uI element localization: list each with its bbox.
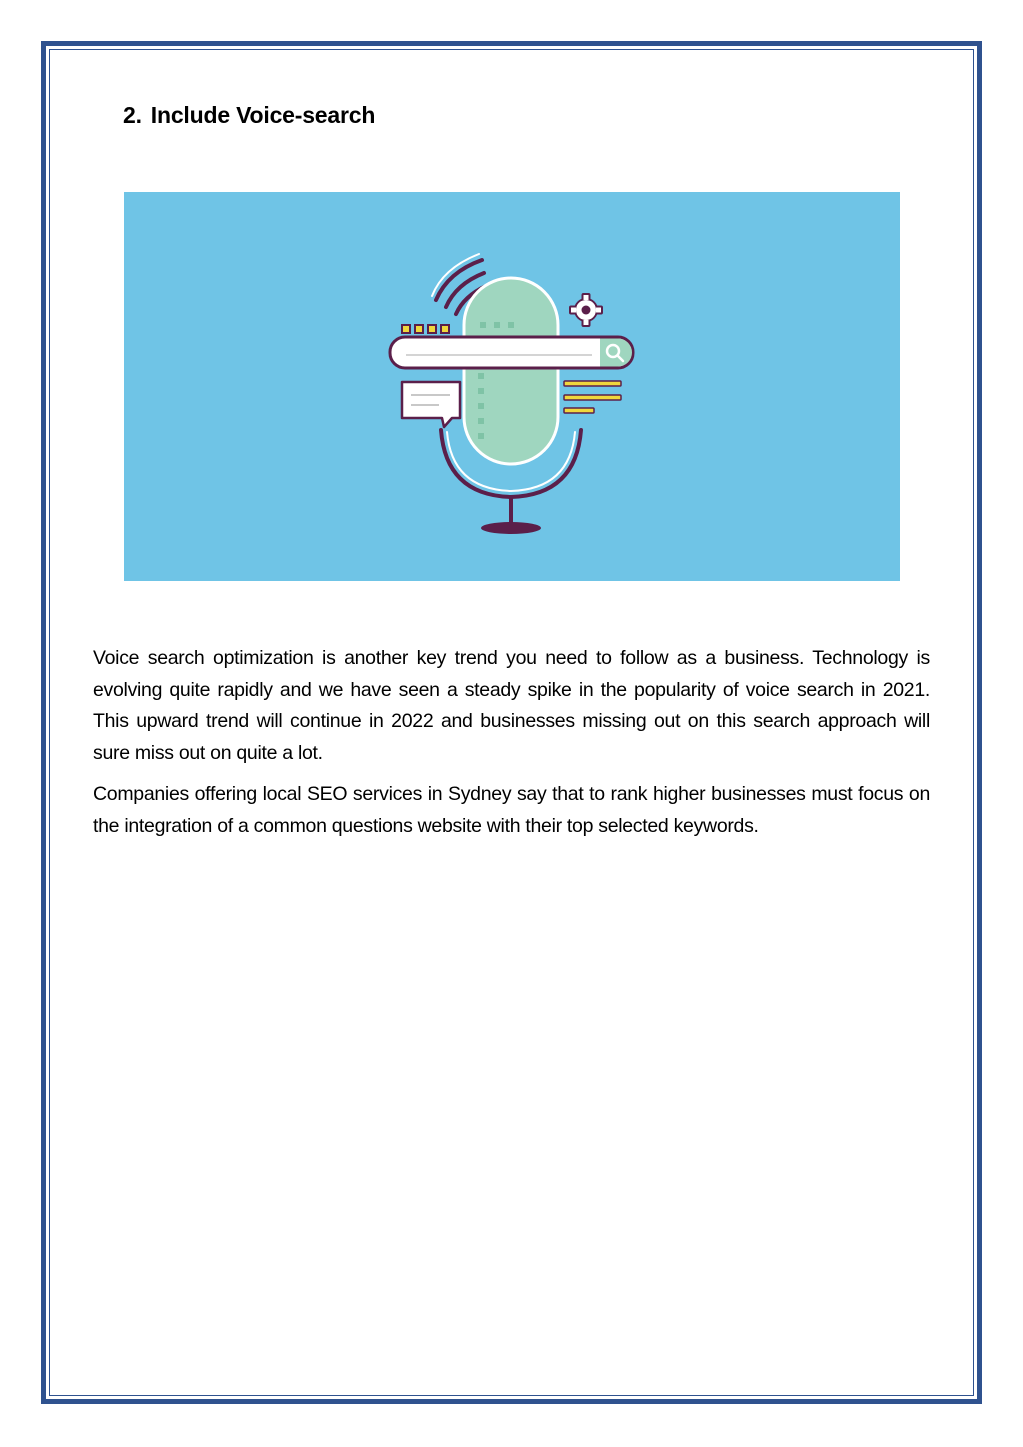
section-number: 2.	[123, 102, 142, 128]
voice-search-illustration	[124, 192, 900, 581]
text-lines-icon	[564, 381, 621, 413]
search-bar-icon	[390, 337, 633, 368]
gear-icon	[570, 294, 602, 326]
body-text	[93, 643, 930, 852]
status-dots-icon	[402, 325, 449, 333]
section-title: Include Voice-search	[150, 102, 376, 128]
chat-bubble-icon	[402, 382, 460, 427]
section-heading	[123, 99, 375, 131]
microphone-base-icon	[481, 522, 541, 534]
paragraph-local-seo: Companies offering local SEO services in Sydney say that to rank higher businesses must focus on the integration of a common questions website with their top selected keywords.	[93, 783, 930, 837]
paragraph-voice-search: Voice search optimization is another key trend you need to follow as a business. Technology is evolving quite rapidly and we have seen a steady spike in the popularity of voice search in 2021. This upward trend will continue in 2022 and businesses missing out on this search approach will sure miss out on quite a lot.	[93, 647, 930, 764]
